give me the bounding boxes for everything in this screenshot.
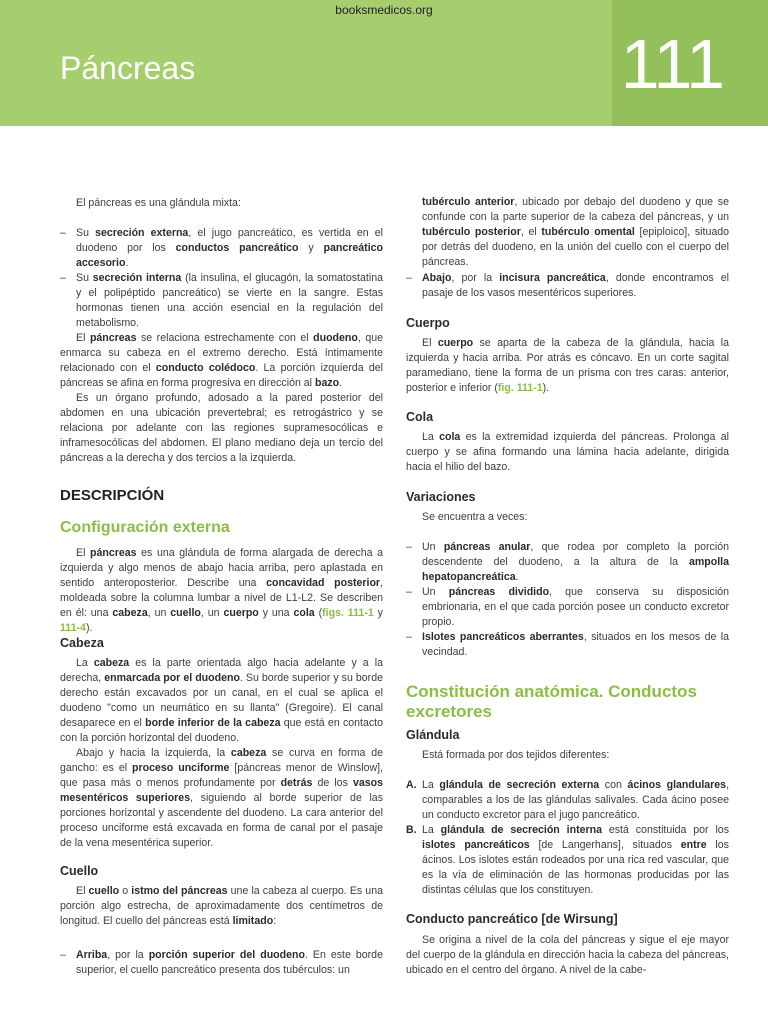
list-item	[406, 778, 729, 823]
list-item	[406, 630, 729, 660]
bold-term: ampolla hepatopancreática	[422, 556, 729, 583]
text-run: y	[373, 607, 383, 619]
text-run: , por la	[107, 949, 149, 961]
paragraph	[60, 331, 383, 391]
letter-marker: A.	[406, 779, 417, 791]
bold-term: secreción interna	[92, 272, 182, 284]
text-run: El	[76, 332, 90, 344]
text-run: , por la	[451, 272, 500, 284]
bold-term: cuello	[170, 607, 201, 619]
paragraph: Se encuentra a veces:	[422, 511, 528, 523]
bold-term: cuello	[88, 885, 120, 897]
text-run: , comparables a los de las glándulas salivales. Cada ácino posee un conducto excretor para el jugo pancreático.	[422, 779, 730, 821]
paragraph: Es un órgano profundo, adosado a la pared posterior del abdomen en una ubicación prevertebral; es retrogástrico y se relaciona por adelante con las regiones supramesocólicas e inframesocólicas del abdomen. El plano mediano deja un tercio del páncreas a la derecha y dos tercios a la izquierda.	[60, 392, 383, 464]
paragraph	[406, 336, 729, 396]
text-run: , el jugo pancreático, es vertida en el duodeno por los	[76, 227, 383, 254]
dash-marker: –	[60, 272, 66, 284]
text-run: con	[599, 779, 628, 791]
bold-term: cuerpo	[437, 337, 474, 349]
bold-term: detrás	[280, 777, 313, 789]
list-item	[406, 540, 729, 585]
heading-variaciones: Variaciones	[406, 490, 476, 504]
text-run: La	[422, 431, 440, 443]
text-run: está constituida por los	[601, 824, 729, 836]
bold-term: ácinos glandulares	[627, 779, 727, 791]
bold-term: bazo	[314, 377, 340, 389]
text-run: Un	[422, 586, 449, 598]
bold-term: vasos mesentéricos superiores	[60, 777, 384, 804]
list-item	[406, 823, 729, 898]
paragraph	[60, 656, 383, 746]
text-run: se relaciona estrechamente con el	[136, 332, 314, 344]
bold-term: páncreas	[90, 547, 137, 559]
text-run: , un	[200, 607, 224, 619]
dash-marker: –	[406, 586, 412, 598]
chapter-number: 111	[620, 25, 724, 103]
text-run: , siguiendo al borde superior de las porciones horizontal y ascendente del duodeno. La cara anterior del proceso unciforme está excavada en forma de canal por el pasaje de la vena mesentérica superior.	[60, 792, 383, 849]
bold-term: entre	[680, 839, 707, 851]
heading-cola: Cola	[406, 410, 434, 424]
text-run: [páncreas menor de Winslow], que pasa más o menos profundamente por	[60, 762, 383, 789]
bold-term: enmarcada por el duodeno	[104, 672, 240, 684]
text-run: La	[422, 824, 441, 836]
text-run: [epiploico], situado por detrás del duodeno, en la unión del cuello con el cuerpo del páncreas.	[422, 226, 730, 268]
list-item	[406, 585, 729, 630]
bold-term: istmo del páncreas	[131, 885, 228, 897]
heading-cuerpo: Cuerpo	[406, 316, 450, 330]
bold-term: conducto colédoco	[155, 362, 256, 374]
text-run: , el	[520, 226, 542, 238]
bold-term: cola	[439, 431, 461, 443]
figure-reference-link[interactable]: fig. 111-1	[497, 382, 543, 394]
bold-term: conductos pancreático	[175, 242, 299, 254]
bold-term: glándula de secreción interna	[440, 824, 602, 836]
text-run: .	[125, 257, 129, 269]
text-run: es la extremidad izquierda del páncreas. Prolonga al cuerpo y se afina formando una lámina hacia adelante, dirigida hacia el hilio del bazo.	[406, 431, 729, 473]
text-run: El	[76, 547, 91, 559]
figure-reference-link[interactable]: figs. 111-1	[322, 607, 374, 619]
bold-term: tubérculo anterior	[422, 196, 515, 208]
bold-term: glándula de secreción externa	[439, 779, 600, 791]
letter-marker: B.	[406, 824, 417, 836]
heading-line: Constitución anatómica. Conductos	[406, 682, 697, 701]
text-run: La	[76, 657, 94, 669]
subsection-heading-config: Configuración externa	[60, 519, 230, 536]
paragraph: Se origina a nivel de la cola del páncreas y sigue el eje mayor del cuerpo de la glándula en dirección hacia la cabeza del páncreas, ubicado en el centro del órgano. A nivel de la cabe-	[406, 934, 729, 976]
paragraph: Está formada por dos tejidos diferentes:	[422, 749, 610, 761]
list-item	[406, 271, 729, 301]
dash-marker: –	[406, 541, 412, 553]
bold-term: cuerpo	[223, 607, 259, 619]
subsection-heading-constitucion	[406, 682, 697, 722]
text-run: , que rodea por completo la porción descendente del duodeno, a la altura de la	[422, 541, 729, 568]
text-run: , situados en los mesos de la vecindad.	[422, 631, 729, 658]
bold-term: porción superior del duodeno	[148, 949, 305, 961]
bold-term: cabeza	[93, 657, 130, 669]
bold-term: Abajo	[422, 272, 452, 284]
text-run: se curva en forma de gancho: es el	[60, 747, 383, 774]
text-run: :	[273, 915, 277, 927]
text-run: Su	[76, 227, 96, 239]
text-run: , ubicado por debajo del duodeno y que se confunde con la parte superior de la cabeza del páncreas, y un	[422, 196, 729, 223]
text-run: (la insulina, el glucagón, la somatostatina y el polipéptido pancreático) se vierte en la sangre. Estas hormonas tienen una acción esencial en la regulación del metabolismo.	[76, 272, 383, 329]
text-run: se aparta de la cabeza de la glándula, hacia la izquierda y hacia arriba. Por atrás es cóncavo. En un corte sagital paramediano, tiene la forma de un prisma con tres caras: anterior, posterior e inferior (	[406, 337, 729, 394]
bold-term: islotes pancreáticos	[422, 839, 530, 851]
bold-term: tubérculo posterior	[422, 226, 521, 238]
text-run: y una	[258, 607, 294, 619]
bold-term: cabeza	[230, 747, 267, 759]
heading-line: excretores	[406, 702, 493, 721]
text-run: ).	[85, 622, 93, 634]
text-run: , donde encontramos el pasaje de los vasos mesentéricos superiores.	[422, 272, 729, 299]
heading-wirsung: Conducto pancreático [de Wirsung]	[406, 912, 618, 926]
list-item	[60, 948, 383, 978]
bold-term: páncreas dividido	[448, 586, 550, 598]
bold-term: cabeza	[112, 607, 148, 619]
dash-marker: –	[60, 949, 66, 961]
site-url[interactable]: booksmedicos.org	[335, 3, 433, 17]
text-run: de los	[312, 777, 353, 789]
bold-term: pancreático accesorio	[76, 242, 383, 269]
chapter-title: Páncreas	[60, 50, 196, 86]
paragraph	[422, 195, 729, 270]
text-run: es la parte orientada algo hacia adelante y a la derecha,	[60, 657, 384, 684]
text-run: Un	[422, 541, 444, 553]
bold-term: concavidad posterior	[266, 577, 381, 589]
bold-term: tubérculo omental	[541, 226, 635, 238]
text-run: , moldeada sobre la columna lumbar a nivel de L1-L2. Se describen en él: una	[60, 577, 383, 619]
text-run: y	[298, 242, 324, 254]
text-run: es una glándula de forma alargada de derecha a izquierda y algo menos de abajo hacia arriba, pero aplastada en sentido anteroposterior. Describe una	[60, 547, 383, 589]
text-run: .	[339, 377, 343, 389]
text-run: La	[422, 779, 440, 791]
list-item	[60, 226, 383, 271]
paragraph	[60, 884, 383, 929]
text-run: , un	[147, 607, 171, 619]
text-run: o	[119, 885, 132, 897]
text-run: Abajo y hacia la izquierda, la	[76, 747, 231, 759]
text-run: ).	[542, 382, 550, 394]
text-run: , que conserva su disposición embrionaria, en el que cada porción posee un conducto excretor propio.	[422, 586, 729, 628]
text-run: [de Langerhans], situados	[529, 839, 681, 851]
text-run: une la cabeza al cuerpo. Es una porción algo estrecha, de aproximadamente dos centímetros de longitud. El cuello del páncreas está	[60, 885, 383, 927]
bold-term: duodeno	[313, 332, 358, 344]
dash-marker: –	[406, 272, 412, 284]
list-item	[60, 271, 383, 331]
bold-term: incisura pancreática	[499, 272, 606, 284]
bold-term: páncreas anular	[443, 541, 531, 553]
text-run: . La porción izquierda del páncreas se afina en forma progresiva en dirección al	[60, 362, 383, 389]
bold-term: secreción externa	[95, 227, 189, 239]
paragraph	[60, 746, 383, 851]
dash-marker: –	[406, 631, 412, 643]
heading-cabeza: Cabeza	[60, 636, 104, 650]
chapter-header	[0, 0, 768, 126]
text-run: Su	[76, 272, 93, 284]
text-run: (	[314, 607, 323, 619]
bold-term: páncreas	[89, 332, 137, 344]
dash-marker: –	[60, 227, 66, 239]
heading-glandula: Glándula	[406, 728, 460, 742]
section-heading-descripcion: DESCRIPCIÓN	[60, 487, 165, 504]
bold-term: cola	[293, 607, 315, 619]
bold-term: Arriba	[76, 949, 108, 961]
text-run: El	[422, 337, 438, 349]
text-run: los ácinos. Los islotes están rodeados por una rica red vascular, que es la vía de eliminación de las hormonas producidas por las distintas células que los constituyen.	[422, 839, 729, 896]
heading-cuello: Cuello	[60, 864, 99, 878]
bold-term: Islotes pancreáticos aberrantes	[422, 631, 584, 643]
text-run: El	[76, 885, 89, 897]
text-run: . En este borde superior, el cuello pancreático presenta dos tubérculos: un	[76, 949, 383, 976]
text-run: . Su borde superior y su borde derecho están excavados por un canal, en el cual se aplica el duodeno "como un neumático en su llanta" (Gregoire). El canal desaparece en el	[60, 672, 383, 729]
bold-term: borde inferior de la cabeza	[145, 717, 281, 729]
bold-term: proceso unciforme	[132, 762, 230, 774]
bold-term: limitado	[232, 915, 274, 927]
text-run: , que enmarca su cabeza en el extremo derecho. Está íntimamente relacionado con el	[60, 332, 383, 374]
text-run: que está en contacto con la porción horizontal del duodeno.	[60, 717, 383, 744]
figure-reference-link[interactable]: 111-4	[60, 622, 86, 634]
intro-paragraph: El páncreas es una glándula mixta:	[76, 197, 241, 209]
text-run: .	[515, 571, 519, 583]
paragraph	[60, 546, 383, 636]
paragraph	[406, 430, 729, 475]
